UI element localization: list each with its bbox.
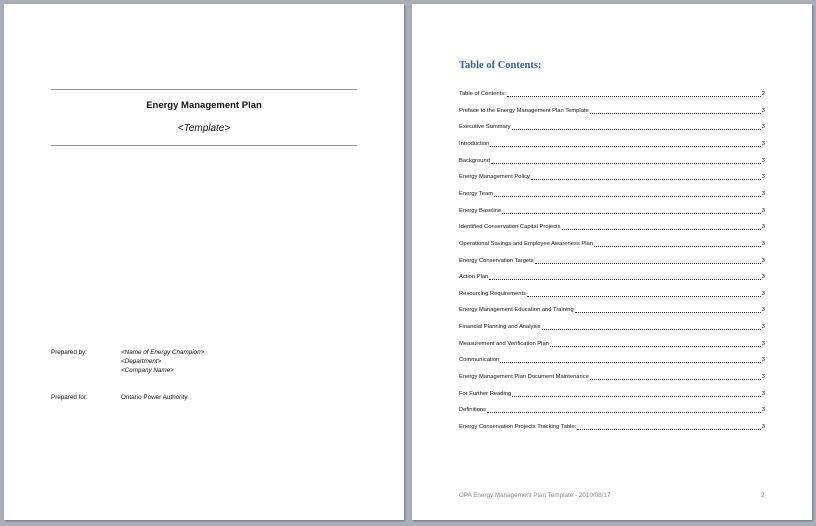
toc-entry[interactable] [459, 373, 765, 382]
toc-page [412, 4, 812, 520]
toc-entry[interactable] [459, 257, 765, 266]
toc-entry-text: Energy Management Education and Training [459, 307, 574, 314]
toc-entry-text: Energy Management Policy [459, 174, 530, 181]
toc-dot-leader [590, 113, 761, 114]
toc-entry-page: 3 [761, 107, 765, 114]
toc-entry-page: 2 [761, 91, 765, 97]
toc-dot-leader [512, 396, 761, 397]
toc-entry-page: 3 [761, 224, 765, 231]
toc-entry[interactable] [459, 340, 765, 349]
toc-dot-leader [542, 329, 761, 330]
toc-entry[interactable] [459, 306, 765, 315]
toc-entry-page: 3 [761, 407, 765, 414]
toc-entry[interactable] [459, 273, 765, 282]
toc-entry[interactable] [459, 323, 765, 332]
prepared-for-label: Prepared for: [51, 394, 88, 401]
toc-entry-text: Energy Conservation Projects Tracking Table: [459, 424, 577, 430]
footer-page-number: 2 [761, 492, 765, 499]
cover-page [4, 4, 404, 520]
toc-entry-text: Energy Management Plan Document Maintenance [459, 374, 589, 380]
toc-entry-page: 3 [761, 424, 765, 430]
toc-entry-text: Measurement and Verification Plan [459, 340, 549, 347]
toc-entry-text: Energy Team [459, 190, 494, 197]
toc-dot-leader [491, 163, 761, 164]
toc-dot-leader [590, 379, 761, 380]
toc-entry-text: Resourcing Requirements [459, 290, 527, 297]
prepared-by-department: <Department> [121, 358, 162, 365]
toc-dot-leader [502, 213, 761, 214]
toc-entry-page: 3 [761, 207, 765, 214]
toc-dot-leader [575, 312, 761, 313]
toc-dot-leader [489, 279, 760, 280]
document-subtitle: <Template> [177, 123, 231, 134]
toc-entry-text: For Further Reading [459, 390, 512, 397]
toc-entry-text: Table of Contents: [459, 91, 506, 97]
toc-entry-text: Identified Conservation Capital Projects [459, 224, 561, 231]
toc-entry-text: Introduction [459, 140, 490, 147]
document-title: Energy Management Plan [146, 100, 262, 111]
toc-entry-page: 3 [761, 324, 765, 331]
toc-dot-leader [490, 146, 760, 147]
toc-entry-text: Financial Planning and Analysis [459, 324, 541, 331]
toc-dot-leader [487, 412, 761, 413]
toc-entry-text: Energy Baseline [459, 207, 502, 214]
prepared-by-label: Prepared by: [51, 349, 88, 356]
toc-entry[interactable] [459, 356, 765, 365]
toc-dot-leader [500, 362, 760, 363]
toc-dot-leader [531, 179, 761, 180]
prepared-for-value: Ontario Power Authority [121, 394, 188, 401]
toc-dot-leader [507, 96, 761, 97]
toc-entry-text: Energy Conservation Targets [459, 257, 534, 264]
toc-dot-leader [550, 346, 761, 347]
toc-entry-page: 3 [761, 190, 765, 197]
toc-heading: Table of Contents: [459, 60, 542, 71]
toc-entry-page: 3 [761, 257, 765, 264]
toc-entry[interactable] [459, 90, 765, 99]
bottom-divider [51, 145, 357, 146]
toc-dot-leader [512, 129, 761, 130]
toc-entry-page: 3 [761, 240, 765, 247]
toc-entry-page: 3 [761, 124, 765, 131]
toc-entry-text: Communication [459, 357, 500, 364]
toc-entry[interactable] [459, 240, 765, 249]
toc-dot-leader [535, 263, 761, 264]
toc-entry-text: Executive Summary [459, 124, 511, 131]
top-divider [51, 89, 357, 90]
toc-entry[interactable] [459, 290, 765, 299]
toc-entry-page: 3 [761, 357, 765, 364]
toc-entry[interactable] [459, 406, 765, 415]
toc-dot-leader [527, 296, 761, 297]
toc-entry-text: Background [459, 157, 490, 164]
prepared-by-company: <Company Name> [121, 367, 174, 374]
toc-entry-text: Preface to the Energy Management Plan Template [459, 107, 589, 114]
toc-entry-page: 3 [761, 174, 765, 181]
toc-dot-leader [562, 229, 761, 230]
toc-entry-page: 3 [761, 157, 765, 164]
toc-entry[interactable] [459, 207, 765, 216]
toc-dot-leader [594, 246, 761, 247]
toc-entry[interactable] [459, 123, 765, 132]
toc-entry-page: 3 [761, 340, 765, 347]
toc-entry-page: 3 [761, 374, 765, 380]
toc-entry[interactable] [459, 223, 765, 232]
toc-entry-page: 3 [761, 274, 765, 281]
toc-entry-page: 3 [761, 390, 765, 397]
toc-entry-page: 3 [761, 140, 765, 147]
toc-entry[interactable] [459, 107, 765, 116]
toc-entry-page: 3 [761, 290, 765, 297]
toc-entry[interactable] [459, 140, 765, 149]
toc-entry[interactable] [459, 173, 765, 182]
toc-dot-leader [577, 429, 761, 430]
toc-dot-leader [494, 196, 761, 197]
footer-text: OPA Energy Management Plan Template - 2010/08/17 [459, 492, 611, 499]
toc-entry-text: Definitions [459, 407, 487, 414]
toc-entry-text: Operational Savings and Employee Awareness Plan [459, 240, 593, 247]
toc-entry[interactable] [459, 390, 765, 399]
toc-entry[interactable] [459, 423, 765, 432]
toc-entry[interactable] [459, 190, 765, 199]
prepared-by-name: <Name of Energy Champion> [121, 349, 205, 356]
toc-entry-page: 3 [761, 307, 765, 314]
toc-entry[interactable] [459, 157, 765, 166]
toc-entry-text: Action Plan [459, 274, 489, 281]
